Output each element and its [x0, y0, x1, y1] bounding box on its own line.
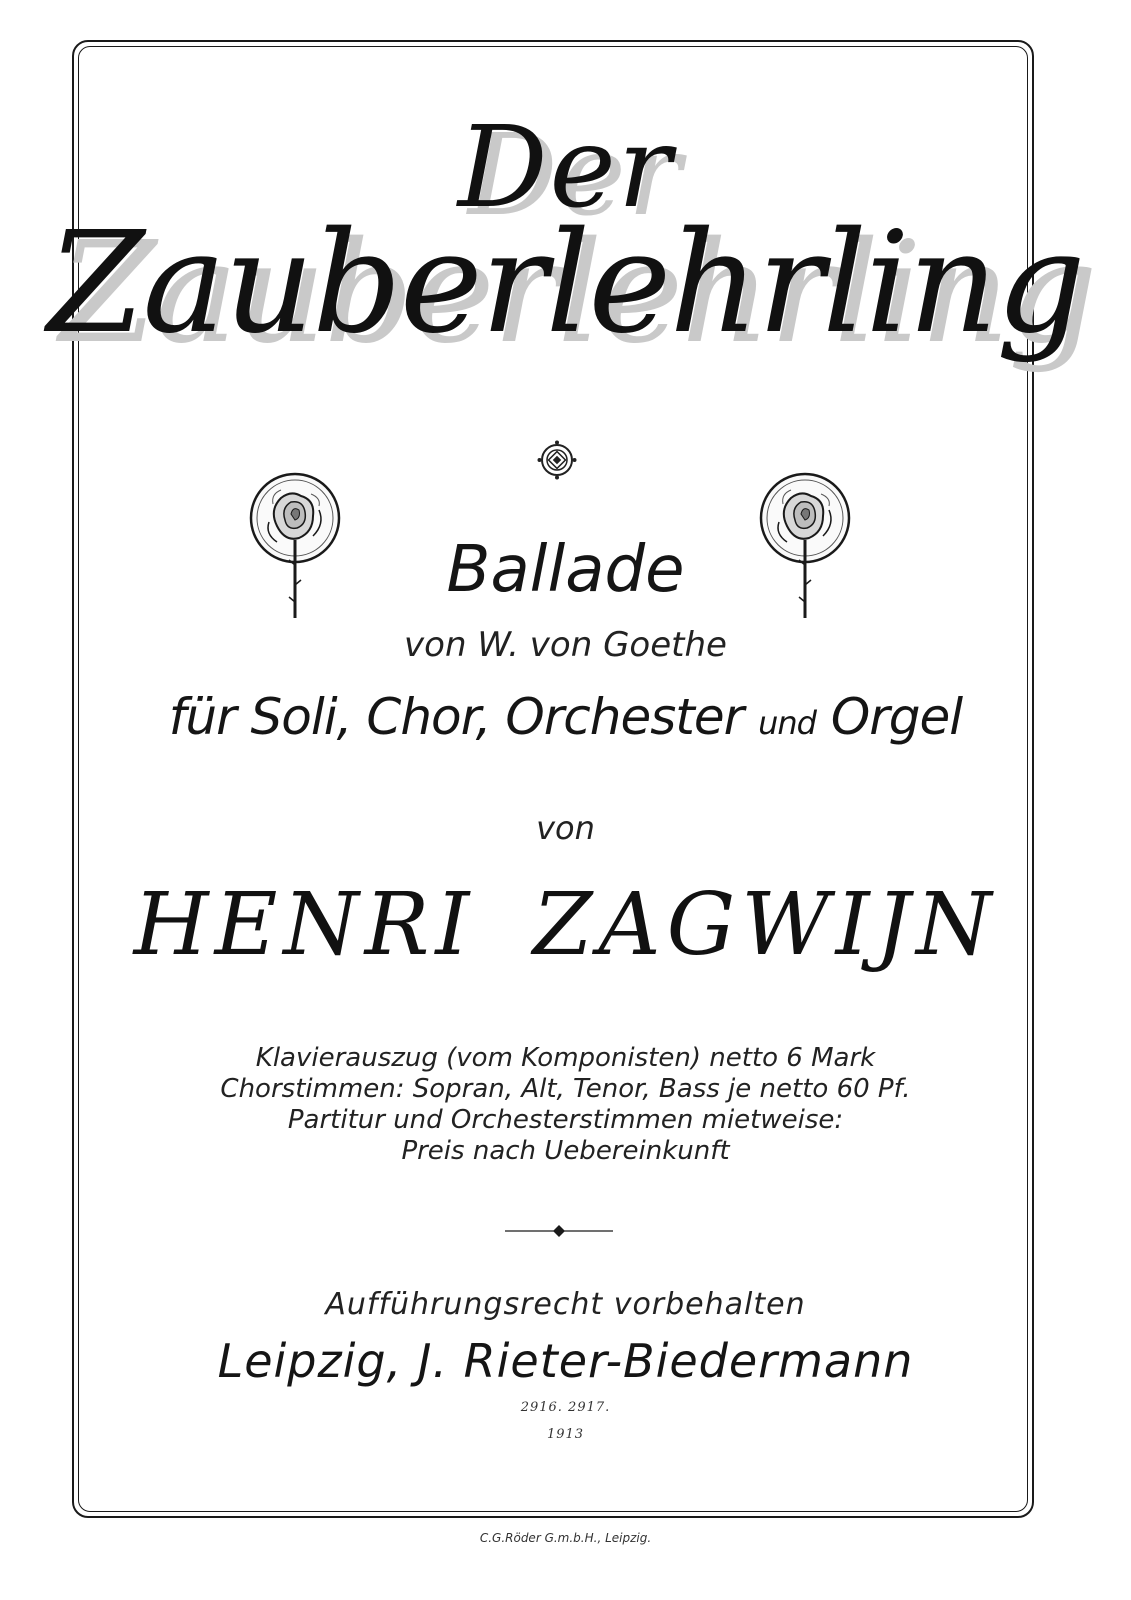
instrumentation-last: Orgel	[830, 688, 963, 746]
plate-numbers: 2916. 2917.	[520, 1400, 611, 1415]
diamond-ornament-icon	[537, 440, 577, 480]
instrumentation-main: für Soli, Chor, Orchester	[168, 688, 744, 746]
composer-name: HENRI ZAGWIJN	[133, 875, 998, 975]
price-list	[0, 1043, 1131, 1167]
performance-rights: Aufführungsrecht vorbehalten	[325, 1287, 806, 1322]
price-line: Klavierauszug (vom Komponisten) netto 6 Mark	[255, 1043, 876, 1073]
price-line: Preis nach Uebereinkunft	[401, 1136, 730, 1166]
genre-heading: Ballade	[446, 533, 685, 607]
instrumentation	[0, 688, 1131, 746]
printer-credit: C.G.Röder G.m.b.H., Leipzig.	[479, 1531, 652, 1545]
lyricist-credit: von W. von Goethe	[404, 625, 727, 665]
title-line-2: Zauberlehrling	[47, 202, 1084, 365]
publication-year: 1913	[546, 1427, 585, 1442]
by-label: von	[536, 809, 595, 847]
instrumentation-joiner: und	[758, 704, 816, 742]
title-line-1: Der	[457, 103, 674, 233]
publisher: Leipzig, J. Rieter-Biedermann	[217, 1334, 914, 1388]
price-line: Chorstimmen: Sopran, Alt, Tenor, Bass je netto 60 Pf.	[220, 1074, 911, 1104]
price-line: Partitur und Orchesterstimmen mietweise:	[287, 1105, 844, 1135]
divider-ornament-icon	[505, 1224, 613, 1238]
